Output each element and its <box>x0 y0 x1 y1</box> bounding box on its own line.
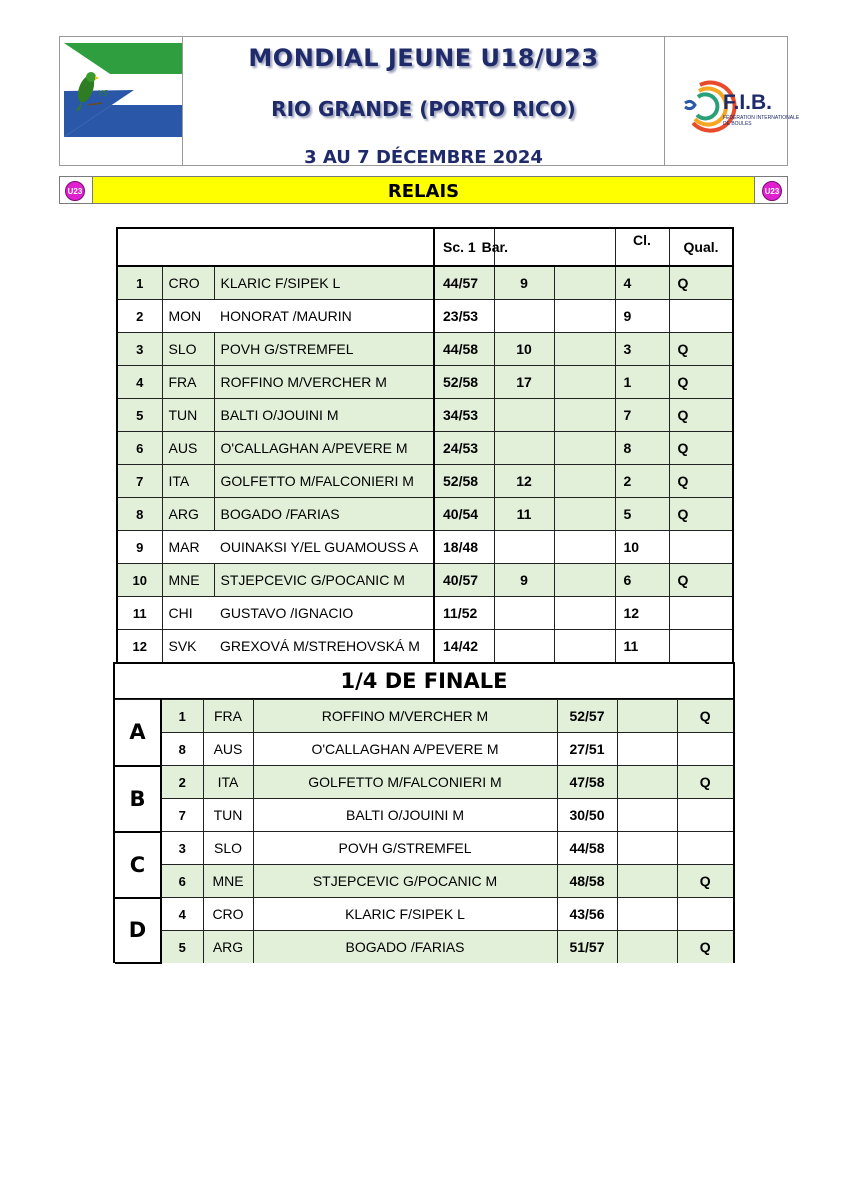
quarter-final-row <box>115 898 733 931</box>
row-nation: CHI <box>162 597 214 630</box>
match-qualified: Q <box>677 865 733 898</box>
match-team-names: O'CALLAGHAN A/PEVERE M <box>253 733 557 766</box>
row-barrage <box>494 399 554 432</box>
row-barrage: 12 <box>494 465 554 498</box>
row-nation: MON <box>162 300 214 333</box>
row-empty-cell <box>554 266 615 300</box>
match-team-names: BOGADO /FARIAS <box>253 931 557 964</box>
row-qualified: Q <box>669 366 733 399</box>
fib-logo-subtext-2: DE BOULES <box>723 121 752 127</box>
row-team-names: ROFFINO M/VERCHER M <box>214 366 434 399</box>
qualification-row <box>117 333 733 366</box>
group-label: D <box>115 898 161 964</box>
row-empty-cell <box>554 300 615 333</box>
match-rank: 8 <box>161 733 203 766</box>
title-area <box>183 37 664 168</box>
match-team-names: GOLFETTO M/FALCONIERI M <box>253 766 557 799</box>
group-label: B <box>115 766 161 832</box>
qualification-row <box>117 630 733 663</box>
match-qualified <box>677 733 733 766</box>
fib-logo-subtext-1: FÉDÉRATION INTERNATIONALE <box>723 115 800 121</box>
row-score: 52/58 <box>434 366 494 399</box>
match-rank: 2 <box>161 766 203 799</box>
row-classement: 9 <box>615 300 669 333</box>
header-bar: Bar. <box>481 239 509 255</box>
fib-logo-text: F.I.B. <box>723 91 773 114</box>
row-score: 44/58 <box>434 333 494 366</box>
row-classement: 11 <box>615 630 669 663</box>
quarter-final-row <box>115 832 733 865</box>
match-team-names: STJEPCEVIC G/POCANIC M <box>253 865 557 898</box>
row-qualified: Q <box>669 498 733 531</box>
header-score: Sc. 1 <box>443 239 476 255</box>
row-score: 40/57 <box>434 564 494 597</box>
flag-cell <box>60 37 183 165</box>
match-rank: 6 <box>161 865 203 898</box>
match-empty-cell <box>617 832 677 865</box>
row-score: 34/53 <box>434 399 494 432</box>
row-rank: 5 <box>117 399 162 432</box>
row-rank: 8 <box>117 498 162 531</box>
row-empty-cell <box>554 432 615 465</box>
row-rank: 12 <box>117 630 162 663</box>
match-rank: 5 <box>161 931 203 964</box>
quarter-final-row <box>115 931 733 964</box>
row-rank: 3 <box>117 333 162 366</box>
match-score: 52/57 <box>557 700 617 733</box>
row-nation: FRA <box>162 366 214 399</box>
match-score: 30/50 <box>557 799 617 832</box>
row-team-names: BOGADO /FARIAS <box>214 498 434 531</box>
match-empty-cell <box>617 865 677 898</box>
quarter-final-row <box>115 733 733 766</box>
quarter-final-section <box>113 662 735 963</box>
row-rank: 9 <box>117 531 162 564</box>
qualification-row <box>117 366 733 399</box>
row-score: 23/53 <box>434 300 494 333</box>
group-label: A <box>115 700 161 766</box>
event-title: MONDIAL JEUNE U18/U23 <box>248 44 599 72</box>
row-classement: 4 <box>615 266 669 300</box>
quarter-final-row <box>115 766 733 799</box>
row-nation: SVK <box>162 630 214 663</box>
match-score: 44/58 <box>557 832 617 865</box>
row-qualified: Q <box>669 432 733 465</box>
qualification-row <box>117 531 733 564</box>
row-classement: 12 <box>615 597 669 630</box>
row-rank: 6 <box>117 432 162 465</box>
qualification-row <box>117 399 733 432</box>
row-classement: 5 <box>615 498 669 531</box>
row-classement: 2 <box>615 465 669 498</box>
qualification-row <box>117 300 733 333</box>
row-barrage <box>494 597 554 630</box>
row-qualified: Q <box>669 333 733 366</box>
match-nation: ARG <box>203 931 253 964</box>
row-qualified: Q <box>669 266 733 300</box>
row-barrage: 17 <box>494 366 554 399</box>
row-barrage <box>494 300 554 333</box>
row-barrage <box>494 432 554 465</box>
row-barrage: 11 <box>494 498 554 531</box>
match-score: 48/58 <box>557 865 617 898</box>
quarter-final-title: 1/4 DE FINALE <box>115 664 733 700</box>
event-dates: 3 AU 7 DÉCEMBRE 2024 <box>304 147 543 168</box>
row-team-names: STJEPCEVIC G/POCANIC M <box>214 564 434 597</box>
row-team-names: KLARIC F/SIPEK L <box>214 266 434 300</box>
row-nation: ITA <box>162 465 214 498</box>
match-team-names: POVH G/STREMFEL <box>253 832 557 865</box>
qualification-row <box>117 597 733 630</box>
u23-badge-left: U23 <box>65 181 85 201</box>
row-barrage <box>494 531 554 564</box>
equatorial-guinea-flag-icon <box>64 43 182 137</box>
qualification-row <box>117 498 733 531</box>
quarter-final-row <box>115 865 733 898</box>
row-score: 40/54 <box>434 498 494 531</box>
row-empty-cell <box>554 465 615 498</box>
row-team-names: GREXOVÁ M/STREHOVSKÁ M <box>214 630 434 663</box>
match-empty-cell <box>617 898 677 931</box>
row-qualified: Q <box>669 564 733 597</box>
row-rank: 2 <box>117 300 162 333</box>
row-score: 24/53 <box>434 432 494 465</box>
row-score: 18/48 <box>434 531 494 564</box>
match-empty-cell <box>617 700 677 733</box>
match-score: 27/51 <box>557 733 617 766</box>
row-barrage <box>494 630 554 663</box>
match-qualified: Q <box>677 766 733 799</box>
category-highlight <box>92 177 755 203</box>
match-empty-cell <box>617 733 677 766</box>
row-classement: 1 <box>615 366 669 399</box>
row-team-names: OUINAKSI Y/EL GUAMOUSS A <box>214 531 434 564</box>
row-empty-cell <box>554 399 615 432</box>
category-label: RELAIS <box>387 181 460 202</box>
row-empty-cell <box>554 498 615 531</box>
fib-logo-cell <box>664 37 800 165</box>
header-qualified: Qual. <box>683 239 719 255</box>
row-qualified <box>669 531 733 564</box>
match-team-names: ROFFINO M/VERCHER M <box>253 700 557 733</box>
row-barrage: 10 <box>494 333 554 366</box>
row-qualified <box>669 597 733 630</box>
row-classement: 8 <box>615 432 669 465</box>
row-rank: 1 <box>117 266 162 300</box>
match-qualified: Q <box>677 931 733 964</box>
row-classement: 3 <box>615 333 669 366</box>
quarter-final-table <box>115 699 733 964</box>
qualification-header-row <box>117 228 733 266</box>
fib-logo-icon <box>665 37 800 165</box>
quarter-final-row <box>115 700 733 733</box>
match-nation: CRO <box>203 898 253 931</box>
row-classement: 10 <box>615 531 669 564</box>
match-team-names: KLARIC F/SIPEK L <box>253 898 557 931</box>
row-score: 52/58 <box>434 465 494 498</box>
row-empty-cell <box>554 531 615 564</box>
flag-monogram: YS <box>98 89 108 98</box>
row-rank: 11 <box>117 597 162 630</box>
qualification-row <box>117 465 733 498</box>
qualification-row <box>117 266 733 300</box>
match-qualified <box>677 832 733 865</box>
row-team-names: POVH G/STREMFEL <box>214 333 434 366</box>
row-empty-cell <box>554 366 615 399</box>
match-rank: 3 <box>161 832 203 865</box>
row-nation: CRO <box>162 266 214 300</box>
row-empty-cell <box>554 597 615 630</box>
match-rank: 7 <box>161 799 203 832</box>
event-category-bar <box>59 176 788 204</box>
group-label: C <box>115 832 161 898</box>
match-nation: FRA <box>203 700 253 733</box>
match-rank: 1 <box>161 700 203 733</box>
match-nation: ITA <box>203 766 253 799</box>
row-nation: MNE <box>162 564 214 597</box>
row-nation: MAR <box>162 531 214 564</box>
row-qualified <box>669 630 733 663</box>
row-team-names: O'CALLAGHAN A/PEVERE M <box>214 432 434 465</box>
quarter-final-row <box>115 799 733 832</box>
row-barrage: 9 <box>494 266 554 300</box>
row-team-names: GUSTAVO /IGNACIO <box>214 597 434 630</box>
qualification-table <box>116 227 734 663</box>
row-empty-cell <box>554 630 615 663</box>
qualification-row <box>117 432 733 465</box>
row-nation: ARG <box>162 498 214 531</box>
row-rank: 4 <box>117 366 162 399</box>
match-score: 43/56 <box>557 898 617 931</box>
qualification-row <box>117 564 733 597</box>
row-qualified <box>669 300 733 333</box>
match-team-names: BALTI O/JOUINI M <box>253 799 557 832</box>
row-rank: 10 <box>117 564 162 597</box>
u23-badge-right: U23 <box>762 181 782 201</box>
match-empty-cell <box>617 766 677 799</box>
match-score: 47/58 <box>557 766 617 799</box>
row-qualified: Q <box>669 399 733 432</box>
match-empty-cell <box>617 931 677 964</box>
row-team-names: GOLFETTO M/FALCONIERI M <box>214 465 434 498</box>
match-empty-cell <box>617 799 677 832</box>
row-score: 44/57 <box>434 266 494 300</box>
row-nation: SLO <box>162 333 214 366</box>
row-barrage: 9 <box>494 564 554 597</box>
row-score: 14/42 <box>434 630 494 663</box>
row-classement: 6 <box>615 564 669 597</box>
match-rank: 4 <box>161 898 203 931</box>
header-classement: Cl. <box>633 232 651 248</box>
row-score: 11/52 <box>434 597 494 630</box>
match-qualified: Q <box>677 700 733 733</box>
document-header <box>59 36 800 168</box>
event-location: RIO GRANDE (PORTO RICO) <box>271 97 576 121</box>
row-empty-cell <box>554 333 615 366</box>
match-nation: SLO <box>203 832 253 865</box>
match-nation: MNE <box>203 865 253 898</box>
row-qualified: Q <box>669 465 733 498</box>
match-score: 51/57 <box>557 931 617 964</box>
row-team-names: HONORAT /MAURIN <box>214 300 434 333</box>
match-qualified <box>677 799 733 832</box>
match-nation: TUN <box>203 799 253 832</box>
row-empty-cell <box>554 564 615 597</box>
row-nation: AUS <box>162 432 214 465</box>
match-qualified <box>677 898 733 931</box>
row-team-names: BALTI O/JOUINI M <box>214 399 434 432</box>
row-classement: 7 <box>615 399 669 432</box>
row-nation: TUN <box>162 399 214 432</box>
match-nation: AUS <box>203 733 253 766</box>
row-rank: 7 <box>117 465 162 498</box>
